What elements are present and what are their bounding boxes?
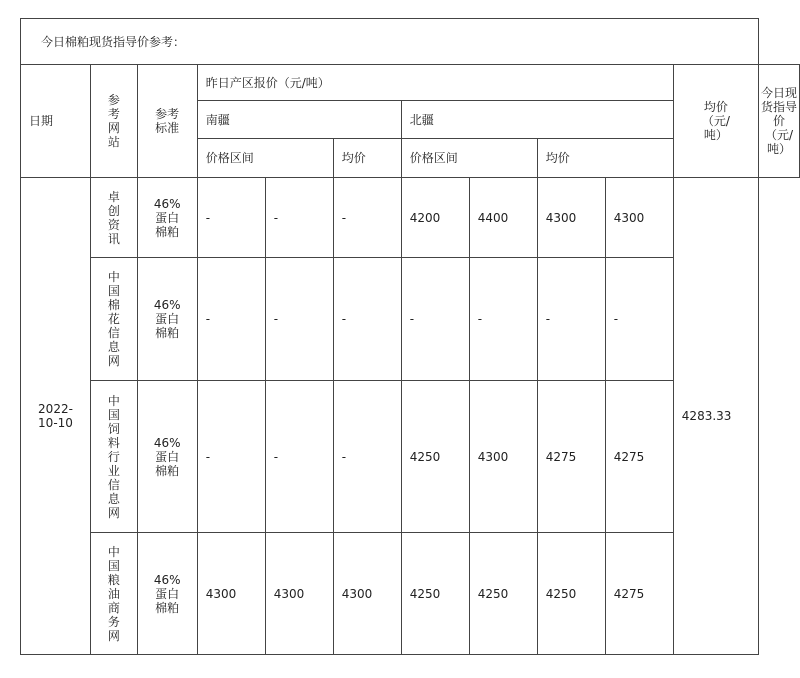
avg-cell: 4275 [605,381,673,533]
standard-cell: 46%蛋白棉粕 [137,381,197,533]
table-caption: 今日棉粕现货指导价参考： [21,19,759,65]
avg-cell: 4300 [605,178,673,258]
south-high-cell: - [265,178,333,258]
south-low-cell: 4300 [197,533,265,655]
south-low-cell: - [197,178,265,258]
south-avg-cell: 4300 [333,533,401,655]
north-avg-cell: - [537,258,605,381]
south-high-cell: - [265,381,333,533]
standard-cell: 46%蛋白棉粕 [137,533,197,655]
north-avg-cell: 4250 [537,533,605,655]
header-yesterday-quote: 昨日产区报价（元/吨） [197,65,673,101]
south-high-cell: 4300 [265,533,333,655]
header-date: 日期 [21,65,91,178]
date-cell: 2022-10-10 [21,178,91,655]
site-cell: 中国饲料行业信息网 [90,381,137,533]
site-cell: 中国棉花信息网 [90,258,137,381]
north-low-cell: - [401,258,469,381]
north-low-cell: 4250 [401,533,469,655]
header-south-xinjiang: 南疆 [197,101,401,139]
north-low-cell: 4250 [401,381,469,533]
avg-cell: - [605,258,673,381]
standard-cell: 46%蛋白棉粕 [137,178,197,258]
south-avg-cell: - [333,178,401,258]
header-site: 参考网站 [90,65,137,178]
standard-cell: 46%蛋白棉粕 [137,258,197,381]
north-high-cell: - [469,258,537,381]
south-avg-cell: - [333,381,401,533]
north-avg-cell: 4275 [537,381,605,533]
south-low-cell: - [197,258,265,381]
header-south-avg: 均价 [333,139,401,178]
header-avg-price: 均价（元/吨） [673,65,758,178]
avg-cell: 4275 [605,533,673,655]
header-north-xinjiang: 北疆 [401,101,673,139]
north-high-cell: 4300 [469,381,537,533]
header-today-price: 今日现货指导价（元/吨） [759,65,800,178]
site-cell: 卓创资讯 [90,178,137,258]
header-north-price-range: 价格区间 [401,139,537,178]
north-high-cell: 4400 [469,178,537,258]
header-north-avg: 均价 [537,139,673,178]
today-price-cell: 4283.33 [673,178,758,655]
south-high-cell: - [265,258,333,381]
header-standard: 参考标准 [137,65,197,178]
north-low-cell: 4200 [401,178,469,258]
south-avg-cell: - [333,258,401,381]
south-low-cell: - [197,381,265,533]
table-row [21,178,800,258]
header-south-price-range: 价格区间 [197,139,333,178]
north-avg-cell: 4300 [537,178,605,258]
north-high-cell: 4250 [469,533,537,655]
cotton-meal-price-table [20,18,800,655]
site-cell: 中国粮油商务网 [90,533,137,655]
